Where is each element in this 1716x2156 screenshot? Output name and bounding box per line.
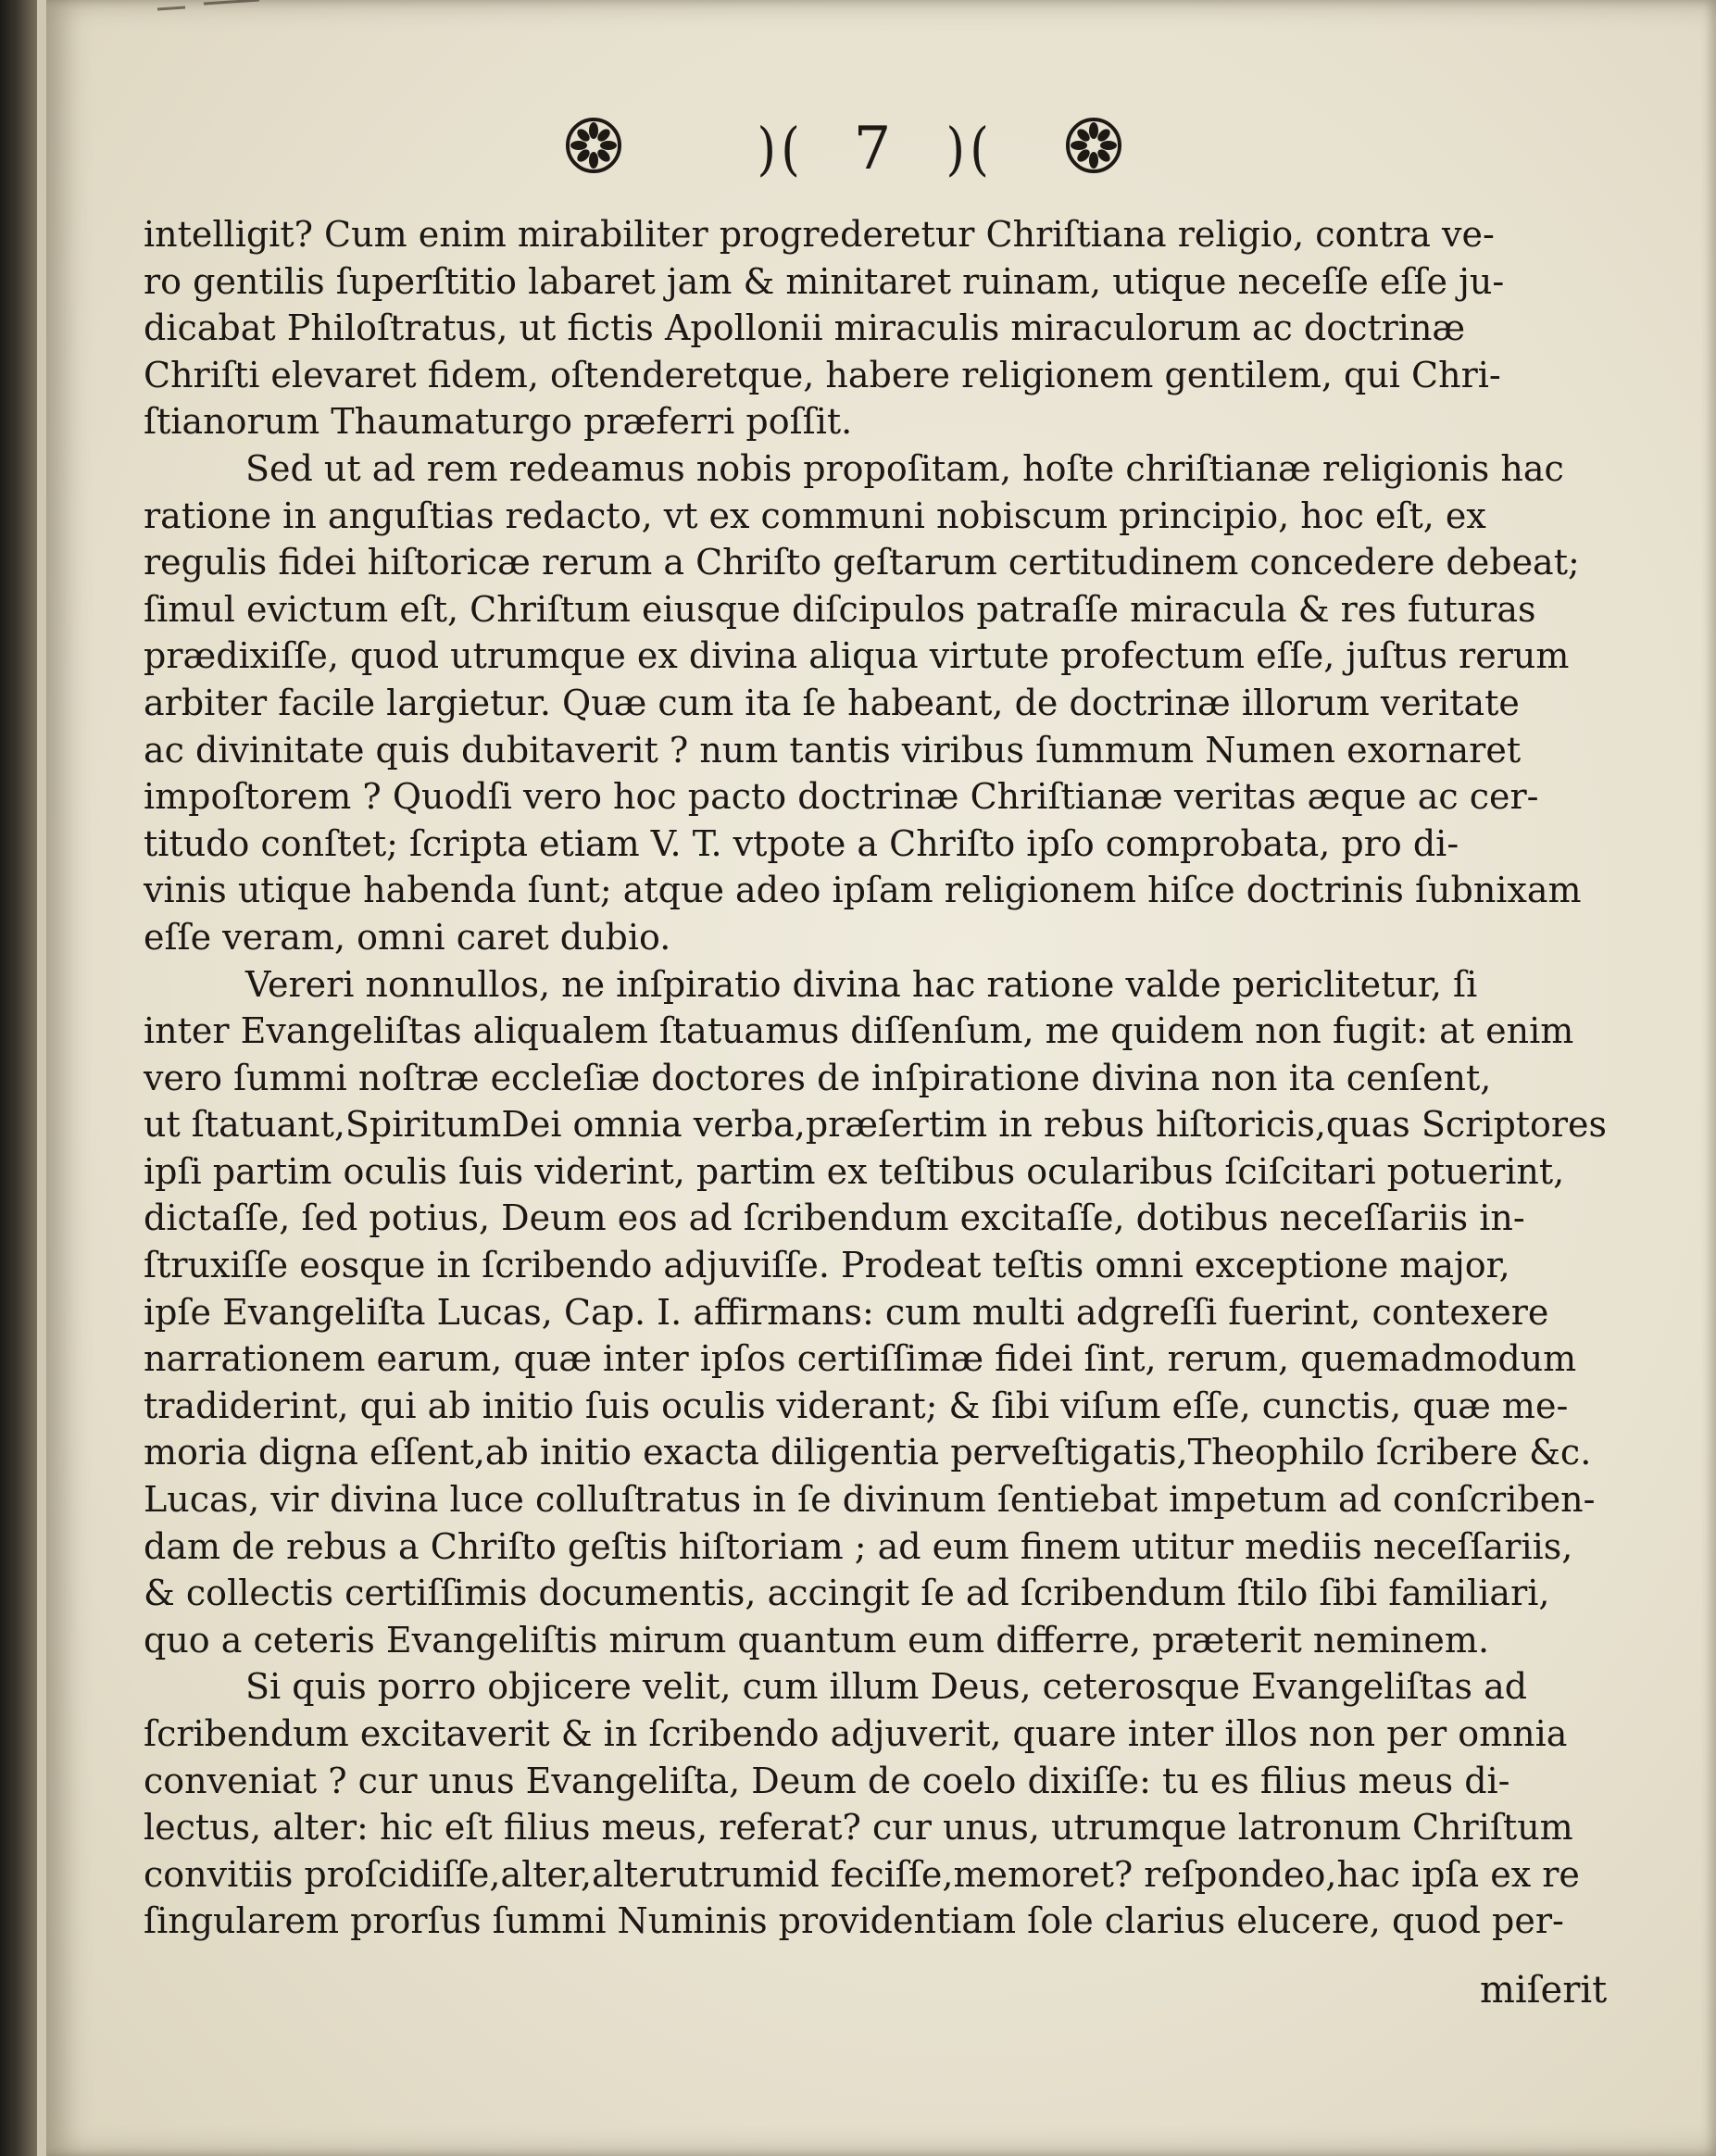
text-line: dictaſſe, ſed potius, Deum eos ad ſcribendum excitaſſe, dotibus neceſſariis in-	[144, 1197, 1525, 1239]
text-line: ſtruxiſſe eosque in ſcribendo adjuviſſe. Prodeat teſtis omni exceptione major,	[144, 1245, 1510, 1286]
page-number-group	[732, 109, 1019, 189]
text-line: vero ſummi noſtræ eccleſiæ doctores de inſpiratione divina non ita cenſent,	[144, 1057, 1492, 1098]
paragraph-start-line: Sed ut ad rem redeamus nobis propoſitam, hoſte chriſtianæ religionis hac	[245, 447, 1564, 489]
page	[46, 0, 1716, 2156]
text-line: ſcribendum excitaverit & in ſcribendo adjuverit, quare inter illos non per omnia	[144, 1713, 1568, 1754]
paragraph-start-line: Si quis porro objicere velit, cum illum Deus, ceterosque Evangeliſtas ad	[245, 1666, 1528, 1708]
text-line: quo a ceteris Evangeliſtis mirum quantum eum differre, præterit neminem.	[144, 1619, 1490, 1661]
text-line: Lucas, vir divina luce colluſtratus in ſe divinum ſentiebat impetum ad conſcriben-	[144, 1479, 1596, 1521]
text-line: Chriſti elevaret fidem, oſtenderetque, habere religionem gentilem, qui Chri-	[144, 354, 1501, 395]
text-line: conveniat ? cur unus Evangeliſta, Deum de coelo dixiſſe: tu es filius meus di-	[144, 1760, 1510, 1801]
page-header	[46, 109, 1716, 193]
paragraph-start-line: Vereri nonnullos, ne inſpiratio divina hac ratione valde periclitetur, ſi	[245, 963, 1478, 1005]
text-line: regulis fidei hiſtoricæ rerum a Chriſto geſtarum certitudinem concedere debeat;	[144, 542, 1580, 583]
right-bracket-ornament: )(	[946, 115, 994, 182]
text-line: ipſi partim oculis ſuis viderint, partim ex teſtibus ocularibus ſciſcitari potuerint,	[144, 1150, 1565, 1192]
text-line: intelligit? Cum enim mirabiliter progrederetur Chriſtiana religio, contra ve-	[144, 214, 1495, 255]
body-text	[144, 211, 1607, 1945]
text-line: ſimul evictum eſt, Chriſtum eiusque diſcipulos patraſſe miracula & res futuras	[144, 588, 1536, 630]
text-line: narrationem earum, quæ inter ipſos certiſſimæ fidei ſint, rerum, quemadmodum	[144, 1338, 1577, 1380]
handwritten-corner-mark	[148, 0, 269, 46]
text-line: vinis utique habenda ſunt; atque adeo ipſam religionem hiſce doctrinis ſubnixam	[144, 870, 1582, 911]
text-line: ut ſtatuant,SpiritumDei omnia verba,præſertim in rebus hiſtoricis,quas Scriptores	[144, 1104, 1608, 1146]
text-line: ratione in anguſtias redacto, vt ex communi nobiscum principio, hoc eſt, ex	[144, 495, 1486, 536]
text-line: moria digna eſſent,ab initio exacta diligentia perveſtigatis,Theophilo ſcribere &c.	[144, 1432, 1592, 1473]
text-line: arbiter facile largietur. Quæ cum ita ſe habeant, de doctrinæ illorum veritate	[144, 682, 1520, 723]
page-number: 7	[853, 115, 897, 183]
text-line: inter Evangeliſtas aliqualem ſtatuamus diſſenſum, me quidem non fugit: at enim	[144, 1010, 1574, 1052]
text-line: ipſe Evangeliſta Lucas, Cap. I. affirmans: cum multi adgreſſi fuerint, contexere	[144, 1291, 1549, 1333]
text-line: & collectis certiſſimis documentis, accingit ſe ad ſcribendum ſtilo ſibi familiari,	[144, 1573, 1550, 1614]
text-line: tradiderint, qui ab initio ſuis oculis viderant; & ſibi viſum eſſe, cunctis, quæ me-	[144, 1385, 1569, 1426]
text-line: ro gentilis ſuperſtitio labaret jam & minitaret ruinam, utique neceſſe eſſe ju-	[144, 260, 1505, 302]
text-line: convitiis proſcidiſſe,alter,alterutrumid feciſſe,memoret? reſpondeo,hac ipſa ex re	[144, 1853, 1580, 1895]
text-line: eſſe veram, omni caret dubio.	[144, 916, 671, 958]
catchword: miſerit	[1480, 1969, 1608, 2012]
text-line: titudo conſtet; ſcripta etiam V. T. vtpote a Chriſto ipſo comprobata, pro di-	[144, 822, 1459, 864]
text-line: ac divinitate quis dubitaverit ? num tantis viribus ſummum Numen exornaret	[144, 729, 1522, 771]
text-line: ſingularem prorſus ſummi Numinis providentiam ſole clarius elucere, quod per-	[144, 1900, 1564, 1942]
text-line: dam de rebus a Chriſto geſtis hiſtoriam ; ad eum finem utitur mediis neceſſariis,	[144, 1525, 1573, 1567]
left-bracket-ornament: )(	[757, 115, 805, 182]
previous-page-edge	[37, 0, 46, 2156]
text-line: ſtianorum Thaumaturgo præferri poſſit.	[144, 401, 853, 443]
text-line: impoſtorem ? Quodſi vero hoc pacto doctrinæ Chriſtianæ veritas æque ac cer-	[144, 776, 1539, 818]
rosette-ornament-icon	[565, 117, 622, 174]
text-line: dicabat Philoſtratus, ut fictis Apollonii miraculis miraculorum ac doctrinæ	[144, 307, 1466, 349]
book-binding	[0, 0, 37, 2156]
rosette-ornament-icon	[1065, 117, 1122, 174]
text-line: prædixiſſe, quod utrumque ex divina aliqua virtute profectum eſſe, juſtus rerum	[144, 635, 1570, 677]
text-line: lectus, alter: hic eſt filius meus, referat? cur unus, utrumque latronum Chriſtum	[144, 1807, 1573, 1849]
